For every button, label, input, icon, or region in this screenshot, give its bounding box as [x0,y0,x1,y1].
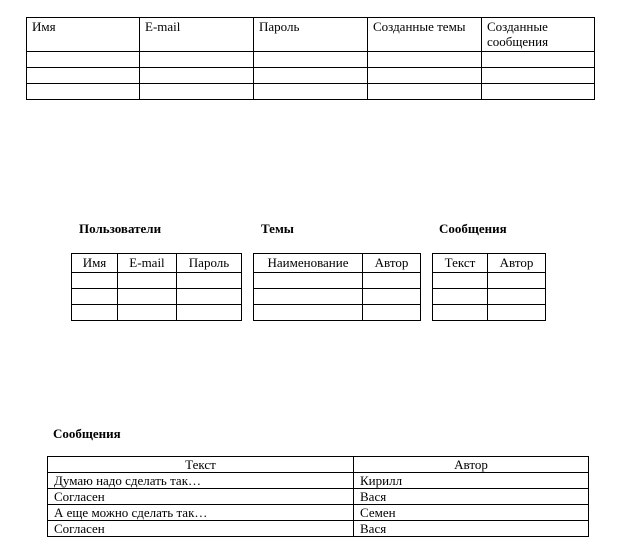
table-row [433,305,546,321]
column-header-password: Пароль [254,18,368,52]
table-cell [140,52,254,68]
table-cell [72,305,118,321]
table-cell [72,273,118,289]
column-header-created-messages: Созданные сообщения [482,18,595,52]
column-header-name: Имя [72,254,118,273]
messages-data-title: Сообщения [53,426,121,441]
table-header-row [72,254,242,273]
table-cell [368,84,482,100]
message-text: Согласен [48,521,354,537]
table-cell [363,305,421,321]
table-cell [433,305,488,321]
column-header-password: Пароль [177,254,242,273]
message-author: Вася [354,489,589,505]
table-cell [433,289,488,305]
users-section-title: Пользователи [79,221,162,236]
table-row [433,273,546,289]
column-header-text: Текст [48,457,354,473]
message-text: Думаю надо сделать так… [48,473,354,489]
table-row [27,52,595,68]
column-header-name: Имя [27,18,140,52]
column-header-email: E-mail [140,18,254,52]
table-cell [254,68,368,84]
messages-section-title: Сообщения [439,221,507,236]
table-cell [118,273,177,289]
table-cell [488,289,546,305]
table-header-row [433,254,546,273]
table-cell [177,289,242,305]
table-cell [363,273,421,289]
table-cell [482,84,595,100]
messages-table [432,253,546,321]
column-header-email: E-mail [118,254,177,273]
table-row [48,489,589,505]
table-cell [488,305,546,321]
column-header-author: Автор [488,254,546,273]
table-header-row [27,18,595,52]
table-cell [177,273,242,289]
table-cell [27,52,140,68]
table-cell [433,273,488,289]
table-row [254,289,421,305]
column-header-author: Автор [354,457,589,473]
table-cell [363,289,421,305]
table-cell [254,289,363,305]
table-cell [140,84,254,100]
table-cell [488,273,546,289]
column-header-created-topics: Созданные темы [368,18,482,52]
table-cell [140,68,254,84]
table-row [48,473,589,489]
table-row [72,289,242,305]
users-activity-table [26,17,595,100]
table-cell [27,68,140,84]
message-text: Согласен [48,489,354,505]
table-cell [254,84,368,100]
table-cell [482,52,595,68]
column-header-text: Текст [433,254,488,273]
table-row [27,84,595,100]
table-row [27,68,595,84]
topics-table [253,253,421,321]
messages-data-table [47,456,589,537]
table-cell [254,52,368,68]
topics-section-title: Темы [261,221,294,236]
message-author: Вася [354,521,589,537]
table-cell [27,84,140,100]
users-table [71,253,242,321]
table-row [72,273,242,289]
table-row [254,305,421,321]
table-row [433,289,546,305]
table-cell [368,52,482,68]
column-header-title: Наименование [254,254,363,273]
table-row [48,521,589,537]
message-author: Семен [354,505,589,521]
table-row [72,305,242,321]
table-cell [177,305,242,321]
table-cell [482,68,595,84]
table-cell [118,289,177,305]
table-row [48,505,589,521]
table-cell [72,289,118,305]
table-cell [368,68,482,84]
message-author: Кирилл [354,473,589,489]
table-header-row [254,254,421,273]
table-cell [254,273,363,289]
table-row [254,273,421,289]
table-header-row [48,457,589,473]
column-header-author: Автор [363,254,421,273]
table-cell [118,305,177,321]
table-cell [254,305,363,321]
message-text: А еще можно сделать так… [48,505,354,521]
